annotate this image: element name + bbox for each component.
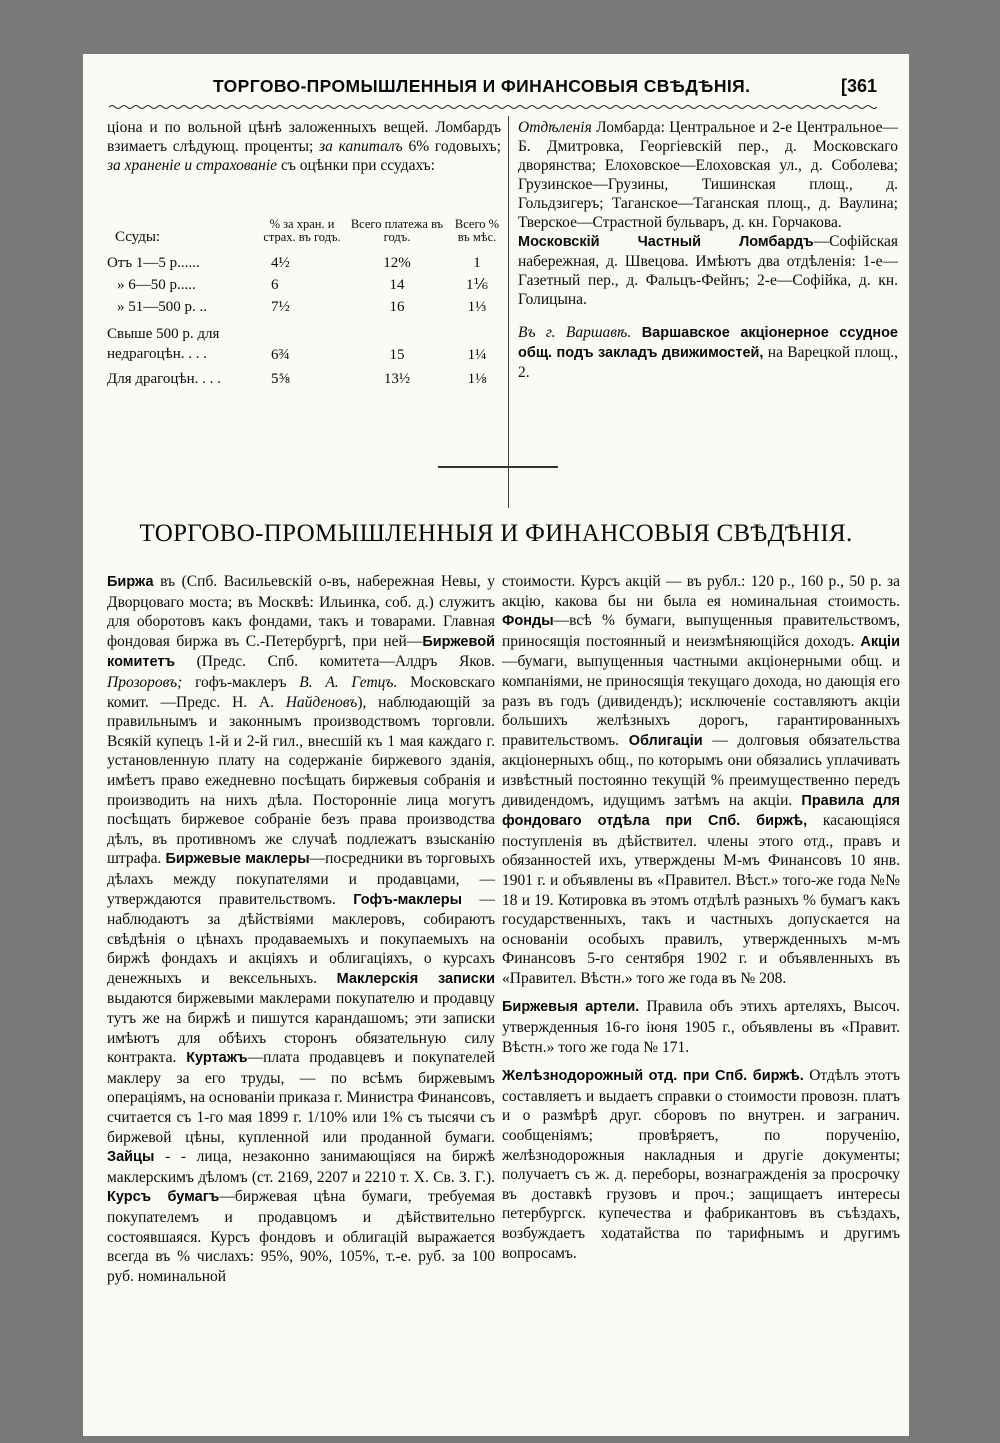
loan-cell: 1 (473, 255, 481, 271)
loan-table-header-row (107, 217, 507, 250)
intro-em-capital: за капиталъ (319, 138, 403, 155)
loan-cell: » 6—50 р..... (117, 277, 196, 293)
intro-mid: 6% годовыхъ; (402, 138, 501, 155)
section-separator (438, 466, 558, 468)
term-broker-notes: Маклерскія записки (336, 970, 495, 987)
pawnshop-rates-text (107, 118, 501, 175)
loan-table-row (107, 272, 507, 294)
loan-cell: 4½ (271, 255, 290, 271)
loan-table-row (107, 250, 507, 272)
loan-table-row (107, 294, 507, 316)
warsaw-paragraph (518, 323, 898, 382)
loan-cell: 6¾ (271, 347, 290, 363)
intro-em-storage: за храненіе и страхованіе (107, 157, 278, 174)
warsaw-text: на Варецкой площ., 2. (518, 344, 898, 381)
name-naydenov: Найденовъ (285, 693, 358, 711)
loan-cell: Отъ 1—5 р...... (107, 255, 200, 271)
loan-cell: 16 (389, 299, 405, 315)
running-header-title: ТОРГОВО-ПРОМЫШЛЕННЫЯ И ФИНАНСОВЫЯ СВѢДѢНІЯ. (213, 76, 751, 96)
book-page (83, 54, 909, 1436)
loan-cell: 1⅛ (467, 371, 487, 387)
right-column (502, 572, 900, 1263)
term-zaytsy: Зайцы (107, 1149, 155, 1166)
term-fondy: Фонды (502, 613, 554, 630)
text-hof-brokers: — наблюдаютъ за дѣйствіями маклеровъ, собираютъ свѣдѣнія о цѣнахъ продаваемыхъ и покупаемыхъ на биржѣ фондахъ и акціяхъ и облигаціяхъ, о курсахъ денежныхъ и вексельныхъ. (107, 890, 496, 987)
text-birzha: въ (Спб. Васильевскій о-въ, набережная Невы, у Дворцоваго моста; въ Москвѣ: Ильинка, соб. д.) служитъ для оборотовъ какъ фондами, такъ и товарами. Главная фондовая биржа въ С.-Петербургѣ, при ней— (107, 573, 495, 650)
name-prozorov: Прозоровъ; (107, 673, 183, 691)
text-committee: (Предс. Спб. комитета—Алдръ Яков. (175, 653, 495, 671)
loan-cell: » 51—500 р. .. (117, 299, 207, 315)
loan-rates-table (107, 217, 507, 388)
loan-cell: 7½ (271, 299, 290, 315)
section-title: ТОРГОВО-ПРОМЫШЛЕННЫЯ И ФИНАНСОВЫЯ СВѢДѢНІЯ. (139, 520, 853, 547)
term-kurs-bumag: Курсъ бумагъ (107, 1189, 220, 1206)
pawnshop-branches-text (518, 118, 898, 382)
term-exchange-committee: Биржевой комитетъ (107, 633, 495, 671)
branches-em: Отдѣленія (518, 119, 592, 136)
term-kurtazh: Куртажъ (186, 1050, 248, 1067)
loan-col-header: % за хран. и страх. въ годъ. (263, 217, 341, 244)
text-railway-dept: Отдѣлъ этотъ составляетъ и выдаетъ справки о стоимости провозн. платъ и о размѣрѣ друг. сборовъ по внутрен. и загранич. сообщеніямъ; провѣряетъ, по порученію, желѣзнодорожныя накладныя и другіе документы; получаетъ съ ж. д. переборы, вознагражденія за просрочку въ доставкѣ грузовъ и проч.; защищаетъ интересы петербургск. купечества и фабрикантовъ въ съѣздахъ, возбуждаетъ ходатайства по тарифнымъ и другимъ вопросамъ. (502, 1067, 900, 1262)
loan-table-row (107, 316, 507, 364)
moscow-private-lombard-title: Московскій Частный Ломбардъ (518, 234, 814, 250)
loan-cell: Для драгоцѣн. . . . (107, 371, 221, 387)
loan-cell: Свыше 500 р. для недрагоцѣн. . . . (107, 326, 220, 362)
running-header (83, 76, 909, 100)
artels-paragraph (502, 997, 900, 1057)
text-artels: Правила объ этихъ артеляхъ, Высоч. утвержденныя 16-го іюня 1905 г., объявлены въ «Правит. Вѣстн.» того же года № 171. (502, 998, 900, 1056)
term-birzha: Биржа (107, 574, 154, 590)
text-fondy: —всѣ % бумаги, выпущенныя правительствомъ, приносящія постоянный и неизмѣняющійся доходъ. (502, 612, 900, 650)
loan-col-header: Ссуды: (115, 229, 161, 245)
lombard-branches-paragraph (518, 118, 898, 232)
text-kurtazh: —плата продавцевъ и покупателей маклеру за его труды, — по всѣмъ биржевымъ операціямъ, на основаніи приказа г. Министра Финансовъ, считается съ 1-го мая 1899 г. 1/10% или 1% съ тысячи съ биржевой цѣны, купленной или проданной бумаги. (107, 1049, 495, 1146)
loan-cell: 6 (271, 277, 279, 293)
exchange-paragraph (107, 572, 495, 1286)
text-moscow-committee: Московскаго комит. —Предс. Н. А. (107, 673, 495, 711)
intro-end: съ оцѣнки при ссудахъ: (277, 157, 435, 174)
warsaw-em: Въ г. Варшавѣ. (518, 324, 632, 341)
text-fund-rules: касающіяся поступленія въ дѣйствител. члены этого отд., правъ и обязанностей ихъ, утверждены М-мъ Финансовъ 10 янв. 1901 г. и объявлены въ «Правител. Вѣст.» того-же года №№ 18 и 19. Котировка въ этомъ отдѣлѣ разныхъ % бумагъ какъ государственныхъ, такъ и частныхъ допускается на основаніи особыхъ правилъ, утвержденныхъ м-мъ Финансовъ 5-го сентября 1902 г. и объявленныхъ въ «Правител. Вѣстн.» того же года въ № 208. (502, 812, 900, 987)
pawnshop-rates-intro (107, 118, 501, 175)
branches-text: Ломбарда: Центральное и 2-е Центральное—Б. Дмитровка, Георгіевскій пер., д. Московскаго дворянства; Елоховское—Елоховская ул., д. Соболева; Грузинское—Грузины, Тишинская площ., д. Гольдзигеръ; Таганское—Таганская площ., д. Ваулина; Тверское—Страстной бульваръ, д. кн. Горчакова. (518, 119, 898, 231)
loan-cell: 1⅓ (467, 299, 487, 315)
securities-paragraph (502, 572, 900, 988)
text-zaytsy: - - лица, незаконно занимающіяся на биржѣ маклерскимъ дѣломъ (ст. 2169, 2207 и 2210 т. X. Св. З. Г.). (107, 1148, 495, 1186)
term-artels: Биржевыя артели. (502, 999, 640, 1016)
loan-cell: 13½ (383, 371, 411, 387)
railway-dept-paragraph (502, 1066, 900, 1263)
text-share-price: стоимости. Курсъ акцій — въ рубл.: 120 р., 160 р., 50 р. за акцію, какова бы ни была ея номинальная стоимость. (502, 573, 900, 610)
loan-table-row (107, 364, 507, 388)
header-wavy-rule (109, 104, 877, 110)
text-kurs-bumag: —биржевая цѣна бумаги, требуемая покупателемъ и продавцомъ и дѣйствительно состоявшаяся. Курсъ фондовъ и облигацій выражается всегда въ % числахъ: 95%, 90%, 105%, т.-е. руб. за 100 руб. номинальной (107, 1188, 495, 1285)
left-column (107, 572, 495, 1286)
loan-cell: 15 (389, 347, 405, 363)
term-exchange-brokers: Биржевые маклеры (165, 851, 310, 868)
text-committee-duties: ), наблюдающій за правильнымъ и законнымъ производствомъ торговли. Всякій купецъ 1-й и 2-й гил., внесшій къ 1 мая каждаго г. установленную плату на содержаніе биржевого зданія, имѣетъ право ежедневно посѣщать биржевыя собранія и производить на нихъ дѣла. Посторонніе лица могутъ посѣщать биржевое собраніе безъ права производства дѣлъ, въ противномъ же случаѣ подлежатъ взысканію штрафа. (107, 693, 496, 868)
page-number: [361 (841, 76, 878, 96)
loan-cell: 5⅝ (271, 371, 290, 387)
text-broker-notes: выдаются биржевыми маклерами покупателю и продавцу тутъ же на биржѣ и пишутся карандашомъ; эти записки имѣютъ для обѣихъ сторонъ обязательную силу контракта. (107, 990, 495, 1067)
loan-col-header: Всего платежа въ годъ. (350, 217, 444, 244)
term-hof-brokers: Гофъ-маклеры (353, 891, 463, 908)
text-aktsii: —бумаги, выпущенныя частными акціонерными общ. и компаніями, не приносящія текущаго дохода, но дающія его разъ въ годъ (дивидендъ); исключеніе составляютъ акціи большихъ желѣзныхъ дорогъ, гарантированныхъ правительствомъ. (502, 653, 900, 749)
term-obligatsii: Облигаціи (628, 732, 703, 749)
loan-col-header: Всего % въ мѣс. (454, 217, 500, 244)
term-fund-rules: Правила для фондоваго отдѣла при Спб. биржѣ, (502, 792, 900, 830)
text-obligatsii: — долговыя обязательства акціонерныхъ общ., по которымъ они обязались уплачивать извѣстный постоянно текущій % преимущественно передъ дивидендомъ, идущимъ затѣмъ на акціи. (502, 731, 900, 809)
loan-cell: 14 (389, 277, 405, 293)
loan-cell: 1⅙ (465, 277, 489, 293)
column-divider (508, 116, 509, 508)
loan-cell: 12% (383, 255, 411, 271)
loan-cell: 1¼ (467, 347, 487, 363)
moscow-private-lombard-text: —Софійская набережная, д. Швецова. Имѣютъ два отдѣленія: 1-е—Газетный пер., д. Фальцъ-Фейнъ; 2-е—Софійка, д. кн. Голицына. (518, 233, 898, 308)
text-hof-broker: гофъ-маклеръ (182, 673, 300, 691)
text-exchange-brokers: —посредники въ торговыхъ дѣлахъ между покупателями и продавцами, — утверждаются правительствомъ. (107, 850, 496, 908)
moscow-private-lombard-paragraph (518, 232, 898, 309)
term-railway-dept: Желѣзнодорожный отд. при Спб. биржѣ. (502, 1068, 804, 1085)
warsaw-society-title: Варшавское акціонерное ссудное общ. подъ закладъ движимостей, (518, 325, 898, 361)
intro-text: ціона и по вольной цѣнѣ заложенныхъ вещей. Ломбардъ взимаетъ слѣдующ. проценты; (107, 119, 501, 155)
term-aktsii: Акціи (860, 633, 900, 650)
name-getts: В. А. Гетцъ. (299, 673, 398, 691)
